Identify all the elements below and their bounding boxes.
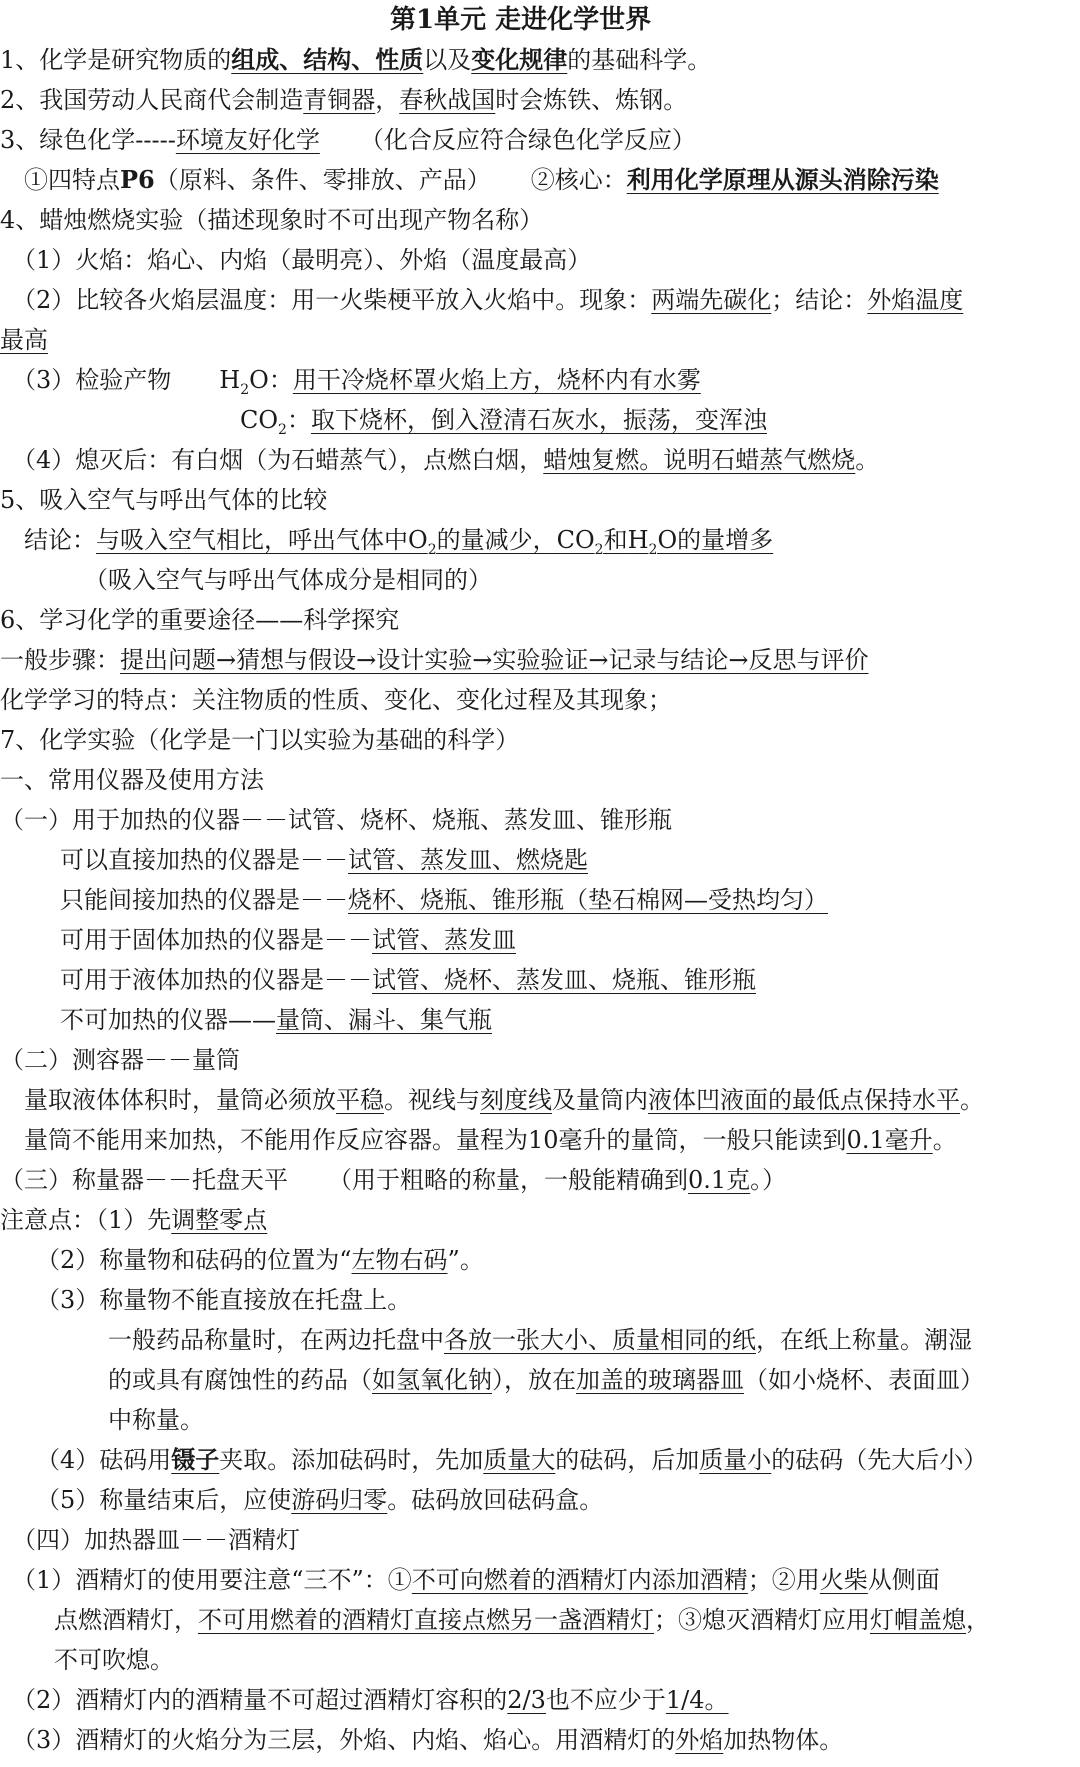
text-line: 可用于液体加热的仪器是－－试管、烧杯、蒸发皿、烧瓶、锥形瓶 xyxy=(60,966,756,994)
text-line: 一般步骤：提出问题→猜想与假设→设计实验→实验验证→记录与结论→反思与评价 xyxy=(0,646,869,674)
text-line: （4）熄灭后：有白烟（为石蜡蒸气），点燃白烟，蜡烛复燃。说明石蜡蒸气燃烧。 xyxy=(12,446,880,474)
text-line: 量筒不能用来加热，不能用作反应容器。量程为10毫升的量筒，一般只能读到0.1毫升。 xyxy=(24,1126,957,1154)
text-line: 最高 xyxy=(0,326,48,354)
text-line: （2）比较各火焰层温度：用一火柴梗平放入火焰中。现象：两端先碳化；结论：外焰温度 xyxy=(12,286,964,314)
text-line: （四）加热器皿－－酒精灯 xyxy=(12,1526,300,1554)
text-line: 点燃酒精灯，不可用燃着的酒精灯直接点燃另一盏酒精灯；③熄灭酒精灯应用灯帽盖熄， xyxy=(54,1606,990,1634)
text-line: 3、绿色化学-----环境友好化学 （化合反应符合绿色化学反应） xyxy=(0,126,696,154)
text-line: 化学学习的特点：关注物质的性质、变化、变化过程及其现象； xyxy=(0,686,672,714)
text-line: （吸入空气与呼出气体成分是相同的） xyxy=(84,566,492,594)
text-line: （3）称量物不能直接放在托盘上。 xyxy=(36,1286,412,1314)
text-line: 一、常用仪器及使用方法 xyxy=(0,766,264,794)
text-line: （1）火焰：焰心、内焰（最明亮）、外焰（温度最高） xyxy=(12,246,592,274)
text-line: 结论：与吸入空气相比，呼出气体中$O_2$的量减少，$CO_2$和$H_2O$的量增多 xyxy=(24,526,774,558)
text-line: （4）砝码用镊子夹取。添加砝码时，先加质量大的砝码，后加质量小的砝码（先大后小） xyxy=(36,1445,988,1474)
text-line: 2、我国劳动人民商代会制造青铜器，春秋战国时会炼铁、炼钢。 xyxy=(0,86,688,114)
text-line: 不可加热的仪器——量筒、漏斗、集气瓶 xyxy=(60,1006,492,1034)
text-line: 注意点：（1）先调整零点 xyxy=(0,1206,268,1234)
text-line: （一）用于加热的仪器－－试管、烧杯、烧瓶、蒸发皿、锥形瓶 xyxy=(0,806,672,834)
text-line: （2）酒精灯内的酒精量不可超过酒精灯容积的2/3也不应少于1/4。 xyxy=(12,1686,729,1714)
text-line: $CO_2$：取下烧杯，倒入澄清石灰水，振荡，变浑浊 xyxy=(240,406,767,438)
text-line: 一般药品称量时，在两边托盘中各放一张大小、质量相同的纸，在纸上称量。潮湿 xyxy=(108,1326,972,1354)
text-line: （二）测容器－－量筒 xyxy=(0,1046,240,1074)
text-line: 量取液体体积时，量筒必须放平稳。视线与刻度线及量筒内液体凹液面的最低点保持水平。 xyxy=(24,1086,984,1114)
text-line: 可用于固体加热的仪器是－－试管、蒸发皿 xyxy=(60,926,516,954)
text-line: （三）称量器－－托盘天平 （用于粗略的称量，一般能精确到0.1克。） xyxy=(0,1166,787,1194)
text-line: 7、化学实验（化学是一门以实验为基础的科学） xyxy=(0,726,520,754)
text-line: 中称量。 xyxy=(108,1406,204,1434)
text-line: 5、吸入空气与呼出气体的比较 xyxy=(0,486,328,514)
text-line: （3）检验产物 $H_2O$：用干冷烧杯罩火焰上方，烧杯内有水雾 xyxy=(12,366,701,398)
page-title: 第1单元 走进化学世界 xyxy=(390,5,652,35)
text-line: 不可吹熄。 xyxy=(54,1646,174,1674)
text-line: 只能间接加热的仪器是－－烧杯、烧瓶、锥形瓶（垫石棉网—受热均匀） xyxy=(60,886,828,914)
text-line: 1、化学是研究物质的组成、结构、性质以及变化规律的基础科学。 xyxy=(0,45,712,74)
text-line: （2）称量物和砝码的位置为“左物右码”。 xyxy=(36,1246,484,1274)
text-line: （5）称量结束后，应使游码归零。砝码放回砝码盒。 xyxy=(36,1486,604,1514)
text-line: 4、蜡烛燃烧实验（描述现象时不可出现产物名称） xyxy=(0,206,544,234)
text-line: （1）酒精灯的使用要注意“三不”：①不可向燃着的酒精灯内添加酒精；②用火柴从侧面 xyxy=(12,1566,940,1594)
text-line: 可以直接加热的仪器是－－试管、蒸发皿、燃烧匙 xyxy=(60,846,588,874)
text-line: 的或具有腐蚀性的药品（如氢氧化钠），放在加盖的玻璃器皿（如小烧杯、表面皿） xyxy=(108,1366,984,1394)
text-line: 6、学习化学的重要途径——科学探究 xyxy=(0,606,400,634)
text-line: （3）酒精灯的火焰分为三层，外焰、内焰、焰心。用酒精灯的外焰加热物体。 xyxy=(12,1726,844,1754)
text-line: ①四特点P6（原料、条件、零排放、产品） ②核心：利用化学原理从源头消除污染 xyxy=(24,165,939,194)
